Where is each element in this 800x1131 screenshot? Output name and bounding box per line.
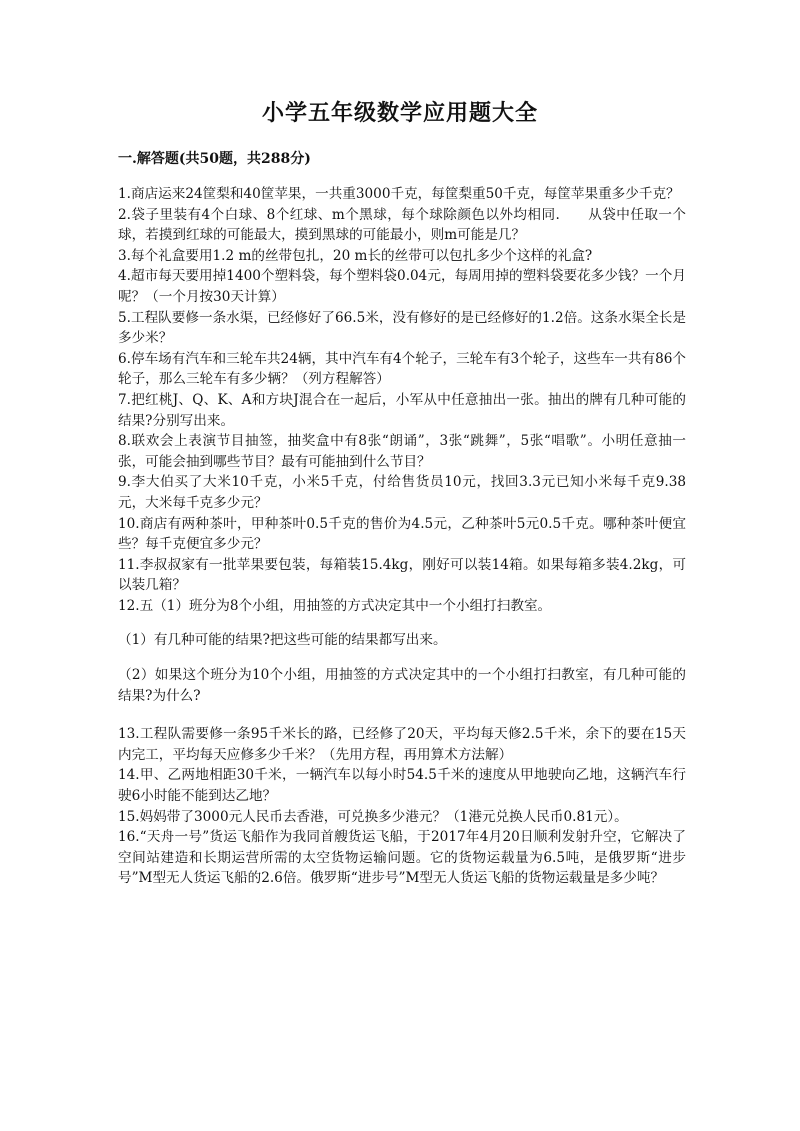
question-5: 5.工程队要修一条水渠，已经修好了66.5米，没有修好的是已经修好的1.2倍。这条水渠全长是多少米？ (118, 309, 686, 347)
spacer (118, 651, 686, 665)
question-12-part-1: （1）有几种可能的结果?把这些可能的结果都写出来。 (118, 632, 447, 649)
section-heading: 一.解答题(共50题，共288分) (118, 151, 311, 167)
question-9: 9.李大伯买了大米10千克，小米5千克，付给售货员10元，找回3.3元已知小米每千克9.38元，大米每千克多少元？ (118, 474, 686, 511)
question-15: 15.妈妈带了3000元人民币去香港，可兑换多少港元？（1港元兑换人民币0.81元）。 (118, 808, 628, 825)
question-14: 14.甲、乙两地相距30千米，一辆汽车以每小时54.5千米的速度从甲地驶向乙地，这辆汽车行驶6小时能不能到达乙地？ (118, 767, 686, 805)
spacer (118, 706, 686, 724)
question-13: 13.工程队需要修一条95千米长的路，已经修了20天，平均每天修2.5千米，余下的要在15天内完工，平均每天应修多少千米？（先用方程，再用算术方法解） (118, 726, 686, 763)
question-12: 12.五（1）班分为8个小组，用抽签的方式决定其中一个小组打扫教室。 (118, 597, 552, 614)
question-11: 11.李叔叔家有一批苹果要包装，每箱装15.4kg，刚好可以装14箱。如果每箱多装4.2kg，可以装几箱？ (118, 556, 686, 594)
question-8: 8.联欢会上表演节目抽签，抽奖盒中有8张“朗诵”，3张“跳舞”，5张“唱歌”。小明任意抽一张，可能会抽到哪些节目？最有可能抽到什么节目？ (118, 433, 686, 470)
question-10: 10.商店有两种茶叶，甲种茶叶0.5千克的售价为4.5元，乙种茶叶5元0.5千克。哪种茶叶便宜些？每千克便宜多少元？ (118, 515, 686, 553)
question-7: 7.把红桃J、Q、K、A和方块J混合在一起后，小军从中任意抽出一张。抽出的牌有几种可能的结果?分别写出来。 (118, 391, 686, 429)
question-2: 2.袋子里装有4个白球、8个红球、m个黑球，每个球除颜色以外均相同. 从袋中任取一个球，若摸到红球的可能最大，摸到黑球的可能最小，则m可能是几？ (118, 206, 686, 244)
question-12-part-2: （2）如果这个班分为10个小组，用抽签的方式决定其中的一个小组打扫教室，有几种可能的结果?为什么? (118, 667, 686, 704)
spacer (118, 616, 686, 630)
question-6: 6.停车场有汽车和三轮车共24辆，其中汽车有4个轮子，三轮车有3个轮子，这些车一共有86个轮子，那么三轮车有多少辆？（列方程解答） (118, 350, 686, 388)
question-3: 3.每个礼盒要用1.2 m的丝带包扎，20 m长的丝带可以包扎多少个这样的礼盒? (118, 247, 593, 264)
question-16: 16.“天舟一号”货运飞船作为我同首艘货运飞船，于2017年4月20日顺利发射升空，它解决了空间站建造和长期运营所需的太空货物运输问题。它的货物运载量为6.5吨，是俄罗斯“进步号”M型无人货运飞船的2.6倍。俄罗斯“进步号”M型无人货运飞船的货物运载量是多少吨？ (118, 829, 686, 887)
question-1: 1.商店运来24筐梨和40筐苹果，一共重3000千克，每筐梨重50千克，每筐苹果重多少千克？ (118, 186, 680, 202)
page-title: 小学五年级数学应用题大全 (261, 100, 538, 126)
question-list (118, 184, 686, 889)
question-4: 4.超市每天要用掉1400个塑料袋，每个塑料袋0.04元，每周用掉的塑料袋要花多少钱？一个月呢？（一个月按30天计算） (118, 268, 686, 305)
